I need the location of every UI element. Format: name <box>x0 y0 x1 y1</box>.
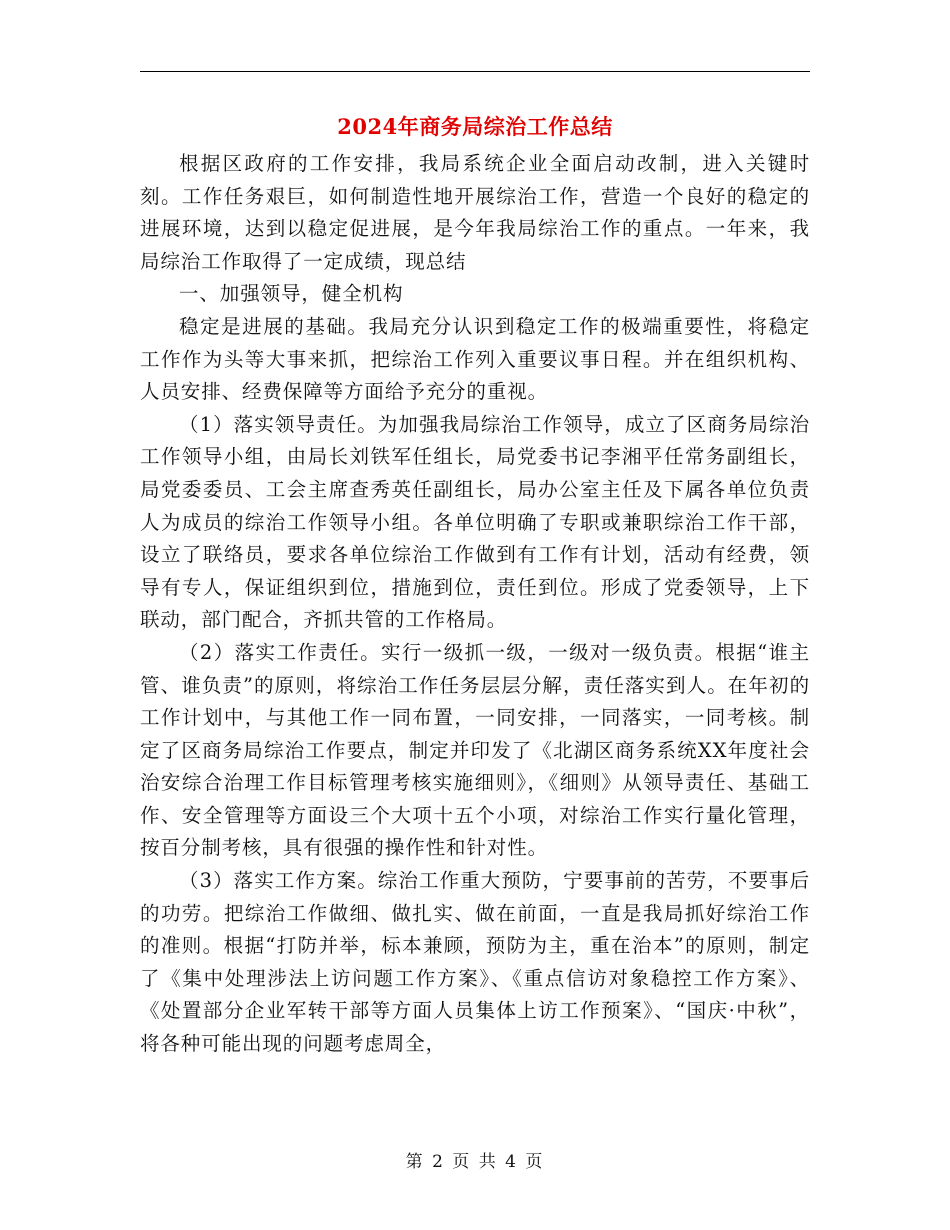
document-title: 2024年商务局综治工作总结 <box>337 114 613 139</box>
document-body <box>140 148 810 1061</box>
paragraph-work-plan: （3）落实工作方案。综治工作重大预防，宁要事前的苦劳，不要事后的功劳。把综治工作做细、做扎实、做在前面，一直是我局抓好综治工作的准则。根据“打防并举，标本兼顾，预防为主，重在治本”的原则，制定了《集中处理涉法上访问题工作方案》、《重点信访对象稳控工作方案》、《处置部分企业军转干部等方面人员集体上访工作预案》、“国庆·中秋”，将各种可能出现的问题考虑周全， <box>140 869 810 1056</box>
paragraph-intro: 根据区政府的工作安排，我局系统企业全面启动改制，进入关键时刻。工作任务艰巨，如何制造性地开展综治工作，营造一个良好的稳定的进展环境，达到以稳定促进展，是今年我局综治工作的重点。一年来，我局综治工作取得了一定成绩，现总结 <box>140 152 810 273</box>
section-heading: 一、加强领导，健全机构 <box>179 282 404 306</box>
header-rule <box>140 71 810 72</box>
paragraph-leadership-responsibility: （1）落实领导责任。为加强我局综治工作领导，成立了区商务局综治工作领导小组，由局长刘铁军任组长，局党委书记李湘平任常务副组长，局党委委员、工会主席查秀英任副组长，局办公室主任及下属各单位负责人为成员的综治工作领导小组。各单位明确了专职或兼职综治工作干部，设立了联络员，要求各单位综治工作做到有工作有计划，活动有经费，领导有专人，保证组织到位，措施到位，责任到位。形成了党委领导，上下联动，部门配合，齐抓共管的工作格局。 <box>140 412 810 632</box>
paragraph-stability: 稳定是进展的基础。我局充分认识到稳定工作的极端重要性，将稳定工作作为头等大事来抓，把综治工作列入重要议事日程。并在组织机构、人员安排、经费保障等方面给予充分的重视。 <box>140 314 810 404</box>
paragraph-work-responsibility: （2）落实工作责任。实行一级抓一级，一级对一级负责。根据“谁主管、谁负责”的原则，将综治工作任务层层分解，责任落实到人。在年初的工作计划中，与其他工作一同布置，一同安排，一同落实，一同考核。制定了区商务局综治工作要点，制定并印发了《北湖区商务系统XX年度社会治安综合治理工作目标管理考核实施细则》，《细则》从领导责任、基础工作、安全管理等方面设三个大项十五个小项，对综治工作实行量化管理，按百分制考核，具有很强的操作性和针对性。 <box>140 640 810 860</box>
page-number-footer: 第 2 页 共 4 页 <box>405 1152 545 1172</box>
